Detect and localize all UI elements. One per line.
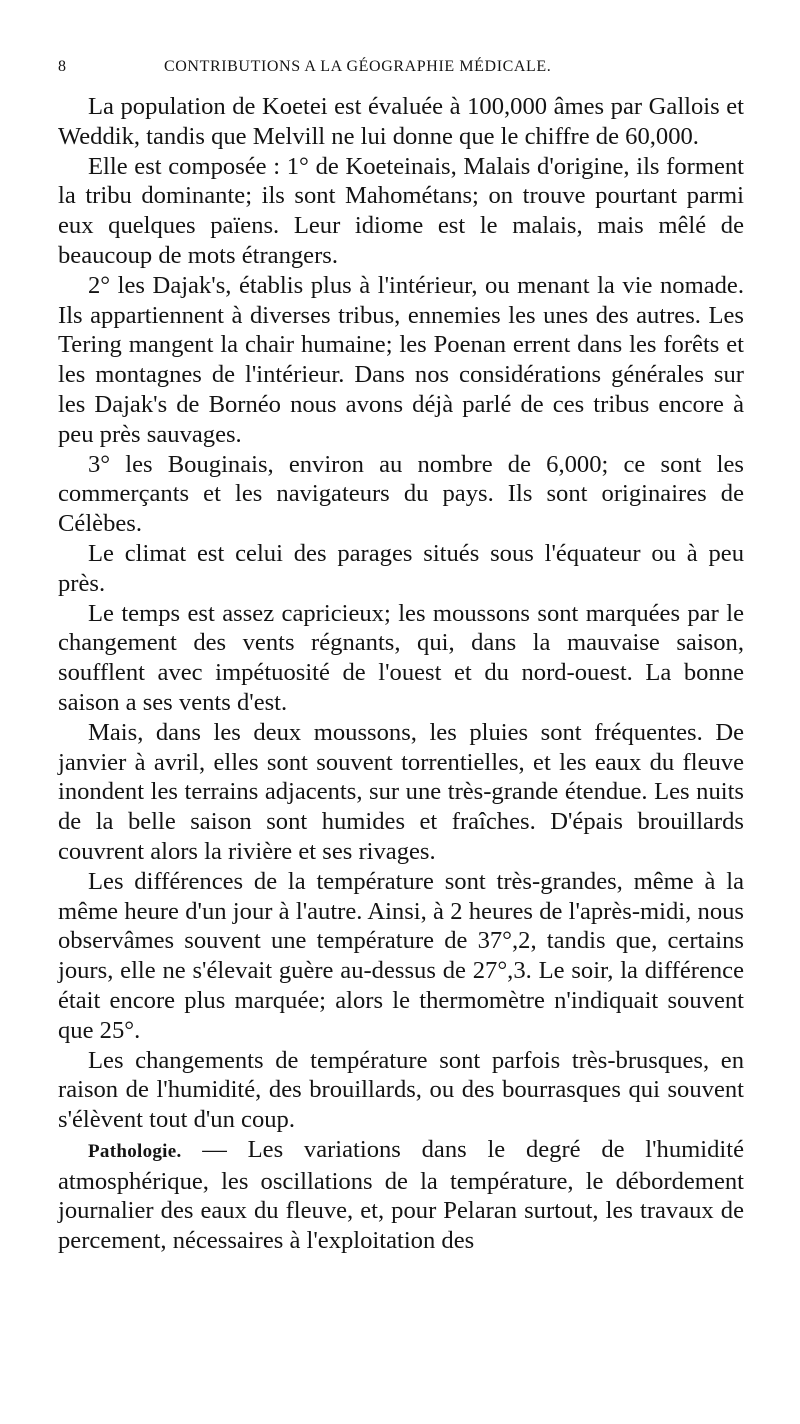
paragraph-climate: Le climat est celui des parages situés sous l'équateur ou à peu près. <box>58 539 744 597</box>
body-text <box>58 92 744 1256</box>
paragraph-bouginais: 3° les Bouginais, environ au nombre de 6,000; ce sont les commerçants et les navigateurs du pays. Ils sont originaires de Célèbes. <box>58 450 744 538</box>
paragraph-rains: Mais, dans les deux moussons, les pluies sont fréquentes. De janvier à avril, elles sont souvent torrentielles, et les eaux du fleuve inondent les terrains adjacents, sur une très-grande étendue. Les nuits de la belle saison sont humides et fraîches. D'épais brouillards couvrent alors la rivière et ses rivages. <box>58 718 744 865</box>
page-number: 8 <box>58 58 67 75</box>
paragraph-pathology <box>58 1135 744 1256</box>
running-head <box>58 58 758 84</box>
paragraph-population: La population de Koetei est évaluée à 100,000 âmes par Gallois et Weddik, tandis que Melvill ne lui donne que le chiffre de 60,000. <box>58 93 744 150</box>
pathology-heading: Pathologie. <box>88 1140 182 1162</box>
running-title: CONTRIBUTIONS A LA GÉOGRAPHIE MÉDICALE. <box>164 58 552 75</box>
paragraph-temperature: Les différences de la température sont très-grandes, même à la même heure d'un jour à l'autre. Ainsi, à 2 heures de l'après-midi, nous observâmes souvent une température de 37°,2, tandis que, certains jours, elle ne s'élevait guère au-dessus de 27°,3. Le soir, la différence était encore plus marquée; alors le thermomètre n'indiquait souvent que 25°. <box>58 867 744 1044</box>
pathology-text: — Les variations dans le degré de l'humidité atmosphérique, les oscillations de la température, le débordement journalier des eaux du fleuve, et, pour Pelaran surtout, les travaux de percement, nécessaires à l'exploitation des <box>58 1135 744 1255</box>
paragraph-dajaks: 2° les Dajak's, établis plus à l'intérieur, ou menant la vie nomade. Ils appartiennent à diverses tribus, ennemies les unes des autres. Les Tering mangent la chair humaine; les Poenan errent dans les forêts et les montagnes de l'intérieur. Dans nos considérations générales sur les Dajak's de Bornéo nous avons déjà parlé de ces tribus encore à peu près sauvages. <box>58 271 744 448</box>
paragraph-koeteinais: Elle est composée : 1° de Koeteinais, Malais d'origine, ils forment la tribu dominante; ils sont Mahométans; on trouve pourtant parmi eux quelques païens. Leur idiome est le malais, mais mêlé de beaucoup de mots étrangers. <box>58 152 744 269</box>
paragraph-monsoons: Le temps est assez capricieux; les moussons sont marquées par le changement des vents régnants, qui, dans la mauvaise saison, soufflent avec impétuosité de l'ouest et du nord-ouest. La bonne saison a ses vents d'est. <box>58 599 744 716</box>
paragraph-changes: Les changements de température sont parfois très-brusques, en raison de l'humidité, des brouillards, ou des bourrasques qui souvent s'élèvent tout d'un coup. <box>58 1046 744 1134</box>
